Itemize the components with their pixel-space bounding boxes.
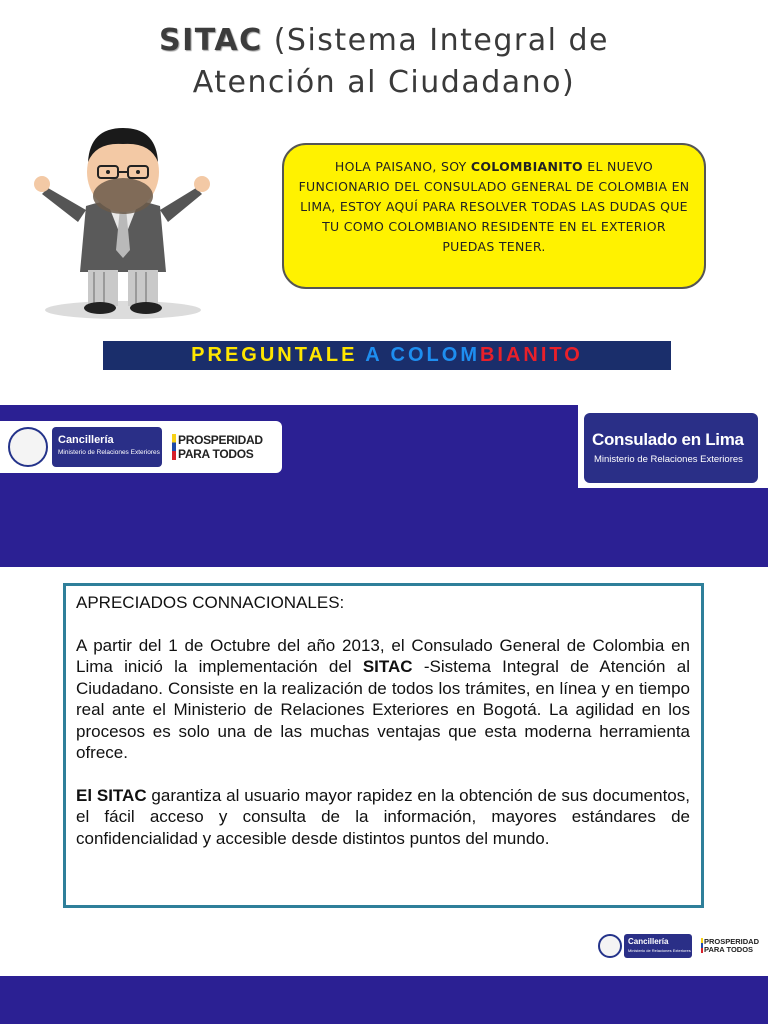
ask-colombianito-banner[interactable]	[103, 341, 671, 370]
title-line2: Atención al Ciudadano)	[192, 65, 576, 100]
consulado-name: Consulado en Lima	[592, 430, 744, 449]
notice-p1-start: A partir del 1 de Octubre del año 2013, el Consulado General de Colombia en Lima inició la implementación del	[76, 635, 690, 676]
notice-heading: APRECIADOS CONNACIONALES:	[76, 593, 345, 612]
bubble-text-end: EL NUEVO FUNCIONARIO DEL CONSULADO GENERAL DE COLOMBIA EN LIMA, ESTOY AQUÍ PARA RESOLVER TODAS LAS DUDAS QUE TU COMO COLOMBIANO RESIDENTE EN EL EXTERIOR PUEDAS TENER.	[298, 159, 690, 254]
notice-paragraph-2	[76, 785, 690, 850]
footer-prosperidad-line1: PROSPERIDAD	[704, 937, 760, 946]
bubble-mascot-name: COLOMBIANITO	[470, 159, 583, 174]
prosperidad-logo-line2: PARA TODOS	[178, 447, 254, 461]
footer-cancilleria-subtitle: Ministerio de Relaciones Exteriores	[628, 948, 691, 953]
banner-text-blue: A COLOM	[365, 344, 480, 366]
notice-text	[76, 592, 690, 849]
notice-p1-acronym: SITAC	[362, 657, 413, 676]
footer-coat-of-arms-icon	[598, 934, 622, 958]
speech-bubble	[282, 143, 706, 289]
notice-paragraph-1	[76, 635, 690, 764]
consulado-subtitle: Ministerio de Relaciones Exteriores	[594, 454, 743, 465]
colombianito-mascot-illustration	[28, 122, 218, 327]
footer-flag-stripe-icon	[701, 938, 703, 953]
notice-p1-end: -Sistema Integral de Atención al Ciudadano. Consiste en la realización de todos los trámites, en línea y en tiempo real ante el Ministerio de Relaciones Exteriores en Bogotá. La agilidad en los procesos es solo una de las muchas ventajas que esta moderna herramienta ofrece.	[76, 657, 690, 762]
coat-of-arms-icon	[8, 427, 48, 467]
prosperidad-logo-line1: PROSPERIDAD	[178, 433, 263, 447]
cancilleria-logo	[52, 427, 162, 467]
title-acronym: SITAC	[159, 23, 263, 58]
footer-band	[0, 976, 768, 1024]
footer-cancilleria-name: Cancillería	[628, 937, 669, 946]
flag-stripe-icon	[172, 434, 176, 460]
banner-text-yellow: PREGUNTALE	[191, 344, 366, 366]
notice-p2-acronym: El SITAC	[76, 785, 147, 805]
notice-p2-rest: garantiza al usuario mayor rapidez en la obtención de sus documentos, el fácil acceso y consulta de la información, mayores estándares de confidencialidad y accesible desde distintos puntos del mundo.	[76, 785, 690, 848]
page-title	[0, 20, 768, 104]
banner-text-red: BIANITO	[479, 344, 583, 366]
cancilleria-subtitle: Ministerio de Relaciones Exteriores	[58, 449, 160, 456]
cancilleria-name: Cancillería	[58, 434, 114, 446]
title-line1: (Sistema Integral de	[262, 23, 609, 58]
footer-prosperidad-line2: PARA TODOS	[704, 945, 754, 954]
bubble-text-start: HOLA PAISANO, SOY	[334, 159, 471, 174]
